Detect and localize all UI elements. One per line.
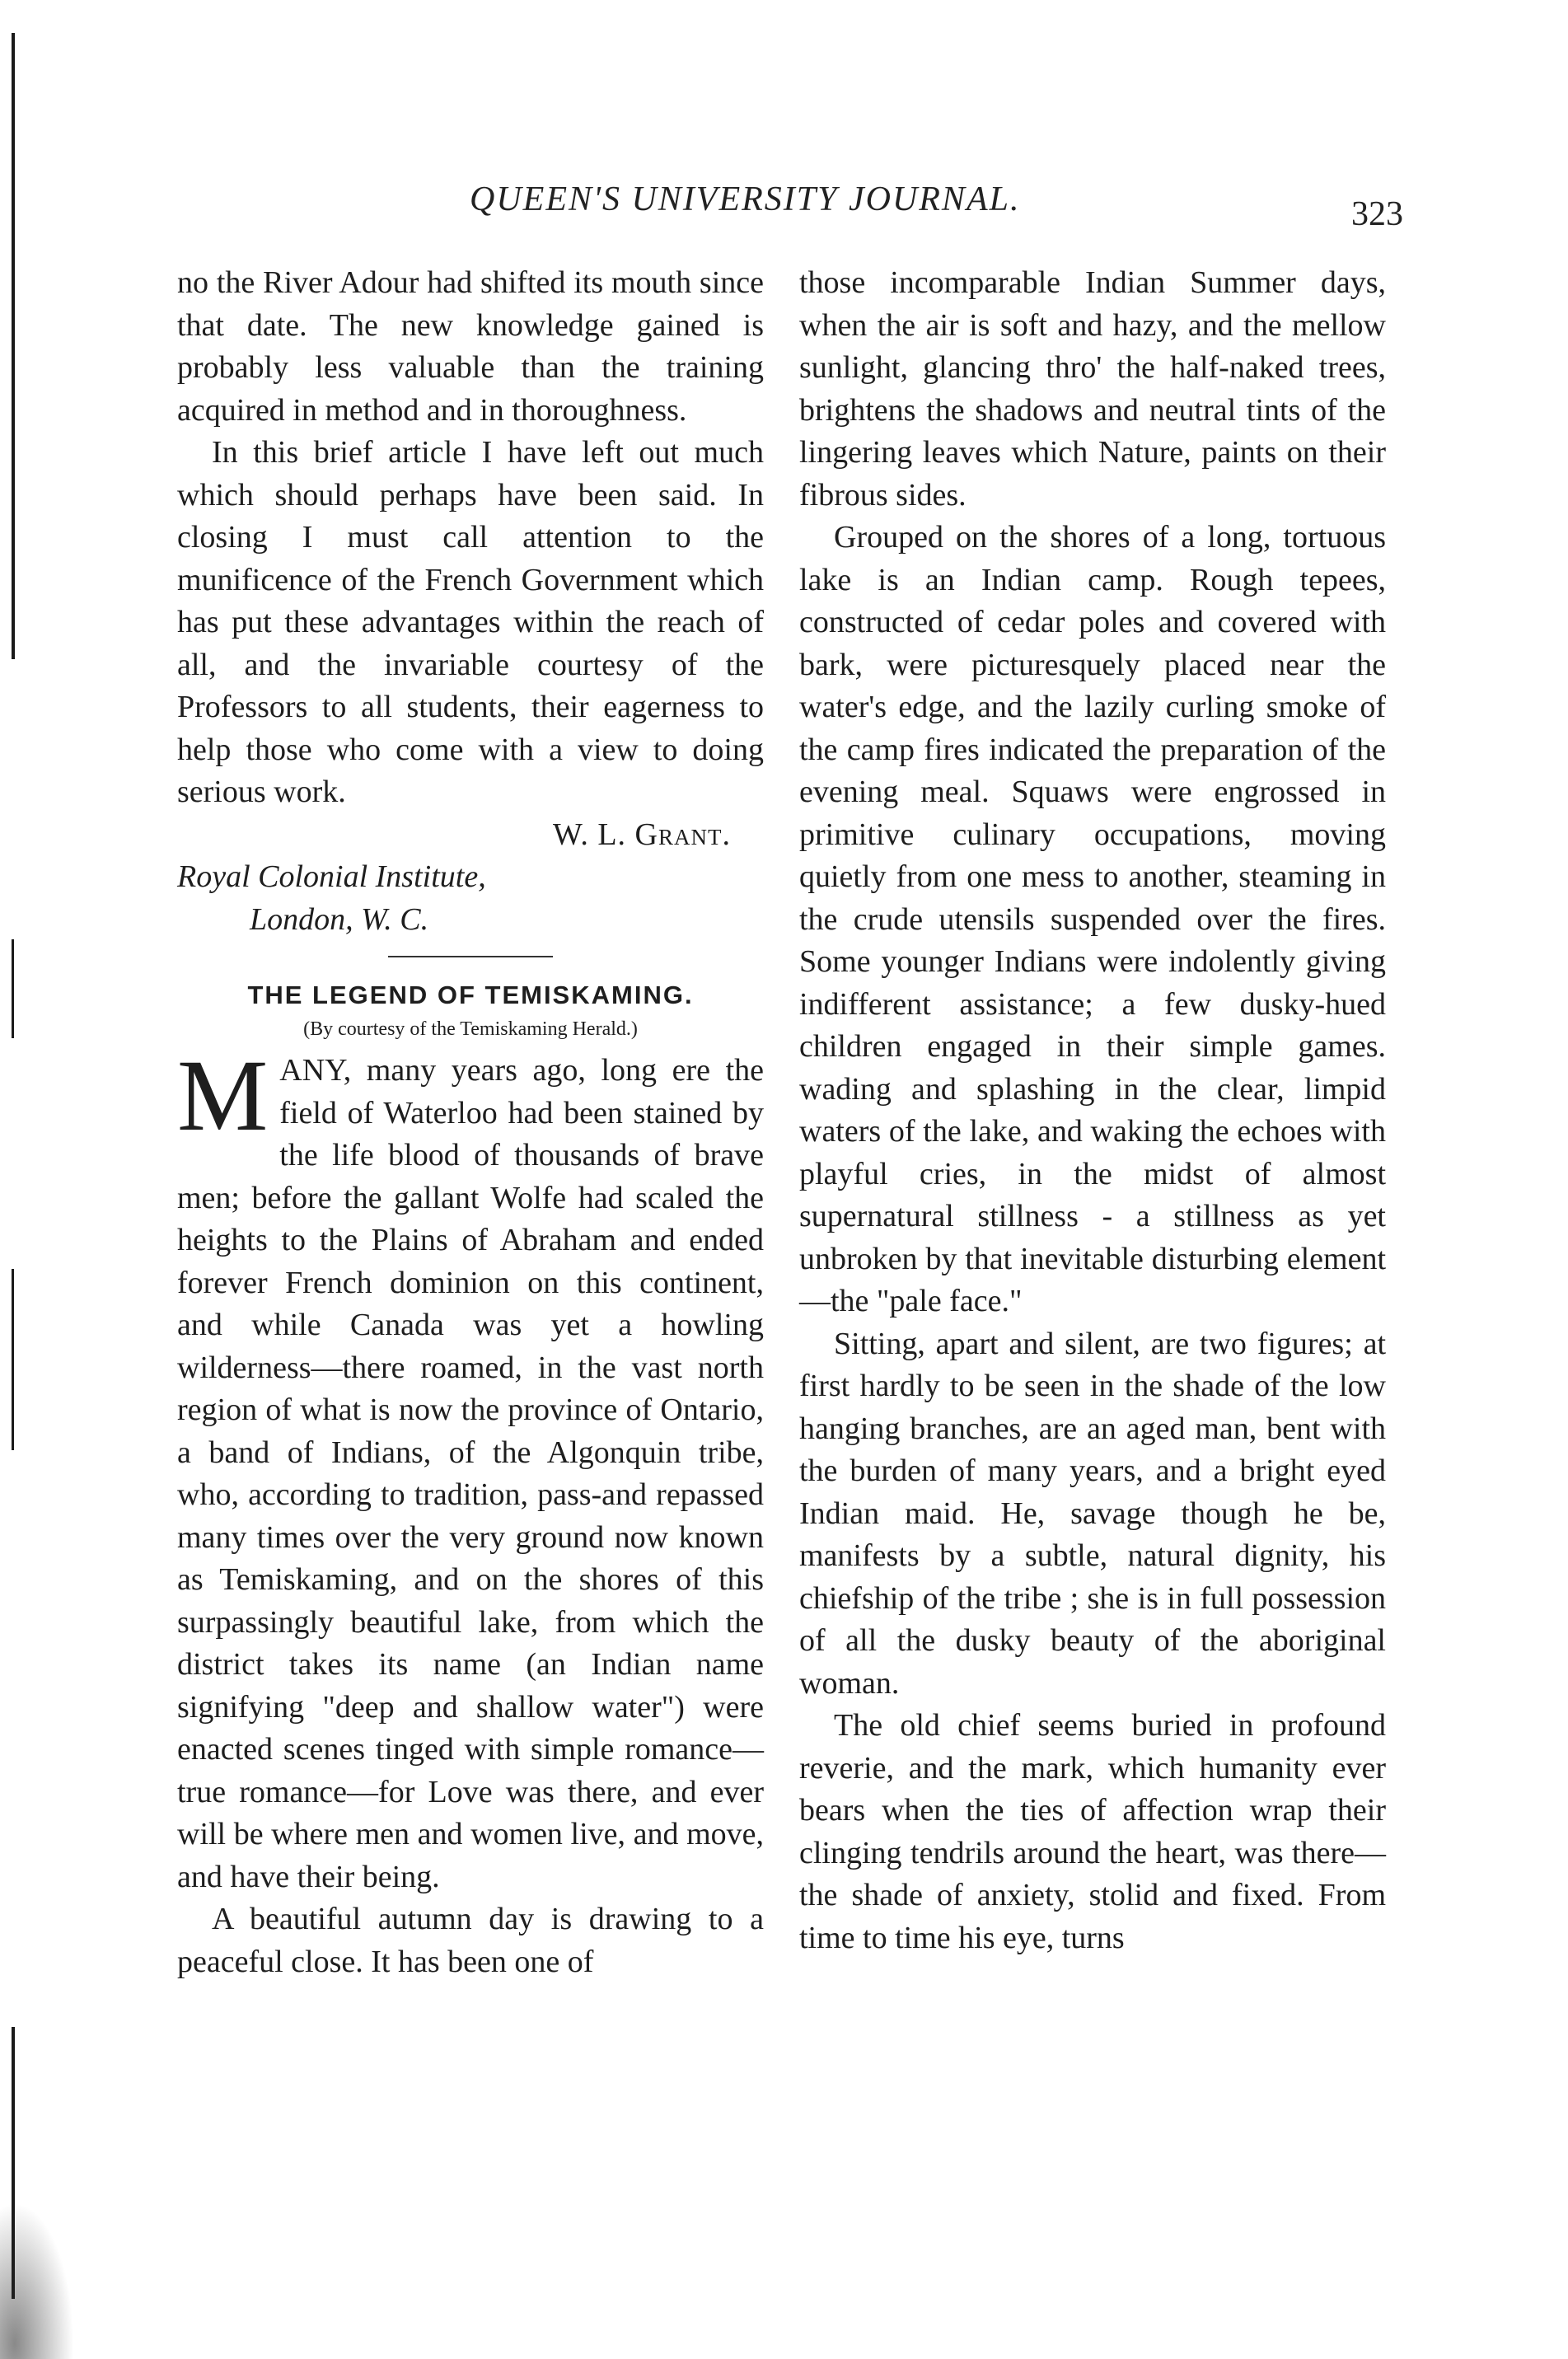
binding-edge-line — [12, 1269, 14, 1450]
paragraph — [177, 1039, 764, 1898]
paragraph: Sitting, apart and silent, are two figures; at first hardly to be seen in the shade of the low hanging branches, are an aged man, bent with the burden of many years, and a bright eyed Indian maid. He, savage though he be, manifests by a subtle, natural dignity, his chiefship of the tribe ; she is in full possession of all the dusky beauty of the aboriginal woman. — [799, 1326, 1386, 1701]
scan-smudge — [0, 2202, 74, 2359]
paragraph: The old chief seems buried in profound reverie, and the mark, which humanity ever bears when the ties of affection wrap their clinging tendrils around the heart, was there—the shade of anxiety, stolid and fixed. From time to time his eye, turns — [799, 1708, 1386, 1955]
paragraph: those incomparable Indian Summer days, when the air is soft and hazy, and the mellow sunlight, glancing thro' the half-naked trees, brightens the shadows and neutral tints of the lingering leaves which Nature, paints on their fibrous sides. — [799, 265, 1386, 513]
drop-cap: M — [177, 1039, 269, 1152]
paragraph: A beautiful autumn day is drawing to a peaceful close. It has been one of — [177, 1902, 764, 1979]
courtesy-line: (By courtesy of the Temiskaming Herald.) — [303, 1018, 638, 1040]
binding-edge-line — [12, 939, 14, 1038]
section-divider — [388, 956, 553, 957]
article-title: THE LEGEND OF TEMISKAMING. — [247, 981, 694, 1009]
running-head: QUEEN'S UNIVERSITY JOURNAL. — [470, 180, 1021, 218]
affiliation-line: London, W. C. — [250, 901, 429, 937]
signature-surname: Grant. — [634, 817, 731, 852]
signature-initials: W. L. — [552, 817, 627, 852]
paragraph-text: ANY, many years ago, long ere the field of Waterloo had been stained by the life blood of thousands of brave men; before the gallant Wolfe had scaled the heights to the Plains of Abraham and ended forever French dominion on this continent, and while Canada was yet a howling wilderness—there roamed, in the vast north region of what is now the province of Ontario, a band of Indians, of the Algonquin tribe, who, according to tradition, pass-and repassed many times over the very ground now known as Temiskaming, and on the shores of this surpassingly beautiful lake, from which the district takes its name (an Indian name signifying "deep and shallow water") were enacted scenes tinged with simple romance—true romance—for Love was there, and ever will be where men and women live, and move, and have their being. — [177, 1053, 764, 1894]
binding-edge-line — [12, 33, 15, 659]
author-signature — [177, 814, 764, 857]
paragraph: no the River Adour had shifted its mouth since that date. The new knowledge gained is probably less valuable than the training acquired in method and in thoroughness. — [177, 265, 764, 428]
right-column — [799, 262, 1386, 1959]
paragraph: Grouped on the shores of a long, tortuous lake is an Indian camp. Rough tepees, constructed of cedar poles and covered with bark, were picturesquely placed near the water's edge, and the lazily curling smoke of the camp fires indicated the preparation of the evening meal. Squaws were engrossed in primitive culinary occupations, moving quietly from one mess to another, steaming in the crude utensils suspended over the fires. Some younger Indians were indolently giving indifferent assistance; a few dusky-hued children engaged in their simple games. wading and splashing in the clear, limpid waters of the lake, and waking the echoes with playful cries, in the midst of almost supernatural stillness - a stillness as yet unbroken by that inevitable disturbing element—the "pale face." — [799, 520, 1386, 1318]
paragraph: In this brief article I have left out much which should perhaps have been said. In closing I must call attention to the munificence of the French Government which has put these advantages within the reach of all, and the invariable courtesy of the Professors to all students, their eagerness to help those who come with a view to doing serious work. — [177, 435, 764, 809]
page-number: 323 — [1351, 195, 1403, 233]
left-column — [177, 262, 764, 1983]
affiliation-line: Royal Colonial Institute, — [177, 859, 486, 894]
